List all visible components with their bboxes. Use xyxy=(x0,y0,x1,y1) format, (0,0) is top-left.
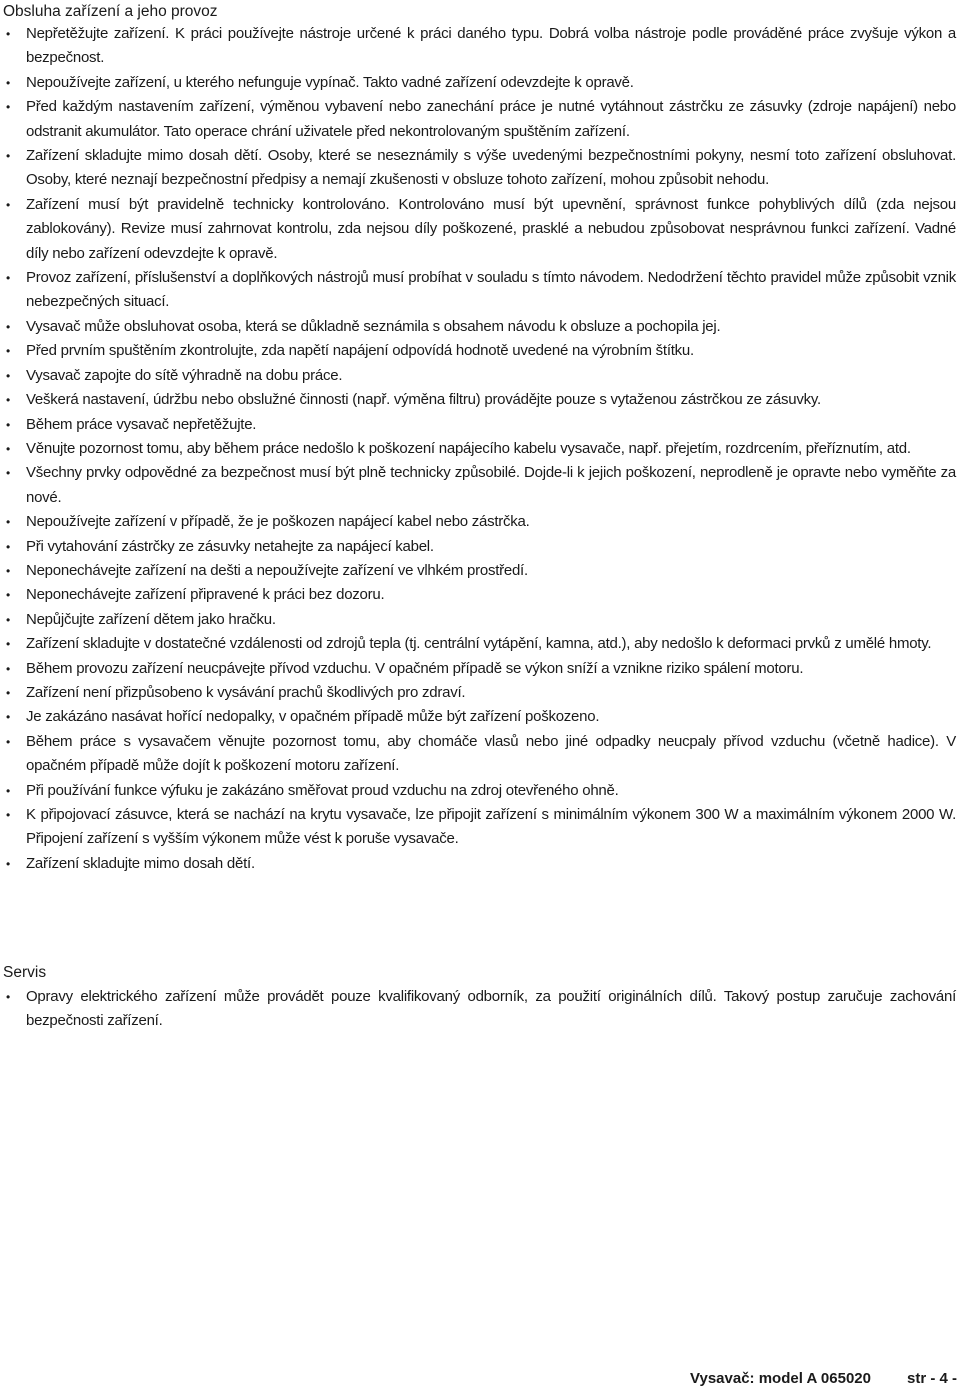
list-item: • Zařízení není přizpůsobeno k vysávání prachů škodlivých pro zdraví. xyxy=(0,681,956,705)
list-item: • K připojovací zásuvce, která se nachází na krytu vysavače, lze připojit zařízení s minimálním výkonem 300 W a maximálním výkonem 2000 W. Připojení zařízení s vyšším výkonem může vést k poruše vysavače. xyxy=(0,803,956,852)
list-item: • Vysavač zapojte do sítě výhradně na dobu práce. xyxy=(0,364,956,388)
list-item: • Zařízení skladujte mimo dosah dětí. xyxy=(0,852,956,876)
operation-safety-list xyxy=(0,22,956,876)
list-item: • Zařízení skladujte mimo dosah dětí. Osoby, které se neseznámily s výše uvedenými bezpečnostními pokyny, nesmí toto zařízení obsluhovat. Osoby, které neznají bezpečnostní předpisy a nemají zkušenosti v obsluze tohoto zařízení, mohou způsobit nehodu. xyxy=(0,144,956,193)
list-item: • Během práce vysavač nepřetěžujte. xyxy=(0,413,956,437)
list-item: • Nepoužívejte zařízení, u kterého nefunguje vypínač. Takto vadné zařízení odevzdejte k opravě. xyxy=(0,71,956,95)
section-title-service: Servis xyxy=(3,964,47,981)
list-item: • Vysavač může obsluhovat osoba, která se důkladně seznámila s obsahem návodu k obsluze a pochopila jej. xyxy=(0,315,956,339)
list-item: • Při používání funkce výfuku je zakázáno směřovat proud vzduchu na zdroj otevřeného ohně. xyxy=(0,779,956,803)
list-item: • Veškerá nastavení, údržbu nebo obslužné činnosti (např. výměna filtru) provádějte pouze s vytaženou zástrčkou ze zásuvky. xyxy=(0,388,956,412)
page-footer xyxy=(690,1368,957,1390)
section-title-operation: Obsluha zařízení a jeho provoz xyxy=(3,3,218,20)
list-item: • Před prvním spuštěním zkontrolujte, zda napětí napájení odpovídá hodnotě uvedené na výrobním štítku. xyxy=(0,339,956,363)
list-item: • Nepřetěžujte zařízení. K práci používejte nástroje určené k práci daného typu. Dobrá volba nástroje podle prováděné práce zvyšuje výkon a bezpečnost. xyxy=(0,22,956,71)
list-item: • Neponechávejte zařízení na dešti a nepoužívejte zařízení ve vlhkém prostředí. xyxy=(0,559,956,583)
footer-page-number: str - 4 - xyxy=(906,1370,957,1387)
list-item: • Provoz zařízení, příslušenství a doplňkových nástrojů musí probíhat v souladu s tímto návodem. Nedodržení těchto pravidel může způsobit vznik nebezpečných situací. xyxy=(0,266,956,315)
list-item: • Nepůjčujte zařízení dětem jako hračku. xyxy=(0,608,956,632)
footer-model-label: Vysavač: model A 065020 xyxy=(690,1370,871,1387)
list-item: • Věnujte pozornost tomu, aby během práce nedošlo k poškození napájecího kabelu vysavače, např. přejetím, rozdrcením, přeříznutím, atd. xyxy=(0,437,956,461)
list-item: • Při vytahování zástrčky ze zásuvky netahejte za napájecí kabel. xyxy=(0,535,956,559)
list-item: • Během provozu zařízení neucpávejte přívod vzduchu. V opačném případě se výkon sníží a vznikne riziko spálení motoru. xyxy=(0,657,956,681)
service-list xyxy=(0,985,956,1034)
list-item: • Zařízení skladujte v dostatečné vzdálenosti od zdrojů tepla (tj. centrální vytápění, kamna, atd.), aby nedošlo k deformaci prvků z umělé hmoty. xyxy=(0,632,956,656)
list-item: • Opravy elektrického zařízení může provádět pouze kvalifikovaný odborník, za použití originálních dílů. Takový postup zaručuje zachování bezpečnosti zařízení. xyxy=(0,985,956,1034)
list-item: • Nepoužívejte zařízení v případě, že je poškozen napájecí kabel nebo zástrčka. xyxy=(0,510,956,534)
list-item: • Všechny prvky odpovědné za bezpečnost musí být plně technicky způsobilé. Dojde-li k jejich poškození, neprodleně je opravte nebo vyměňte za nové. xyxy=(0,461,956,510)
list-item: • Před každým nastavením zařízení, výměnou vybavení nebo zanechání práce je nutné vytáhnout zástrčku ze zásuvky (zdroje napájení) nebo odstranit akumulátor. Tato operace chrání uživatele před nekontrolovaným spuštěním zařízení. xyxy=(0,95,956,144)
list-item: • Během práce s vysavačem věnujte pozornost tomu, aby chomáče vlasů nebo jiné odpadky neucpaly přívod vzduchu (včetně hadice). V opačném případě může dojít k poškození motoru zařízení. xyxy=(0,730,956,779)
list-item: • Neponechávejte zařízení připravené k práci bez dozoru. xyxy=(0,583,956,607)
list-item: • Je zakázáno nasávat hořící nedopalky, v opačném případě může být zařízení poškozeno. xyxy=(0,705,956,729)
list-item: • Zařízení musí být pravidelně technicky kontrolováno. Kontrolováno musí být upevnění, správnost funkce pohyblivých dílů (zda nejsou zablokovány). Revize musí zahrnovat kontrolu, zda nejsou díly poškozené, prasklé a nebudou způsobovat nesprávnou funkci zařízení. Vadné díly nebo zařízení odevzdejte k opravě. xyxy=(0,193,956,266)
